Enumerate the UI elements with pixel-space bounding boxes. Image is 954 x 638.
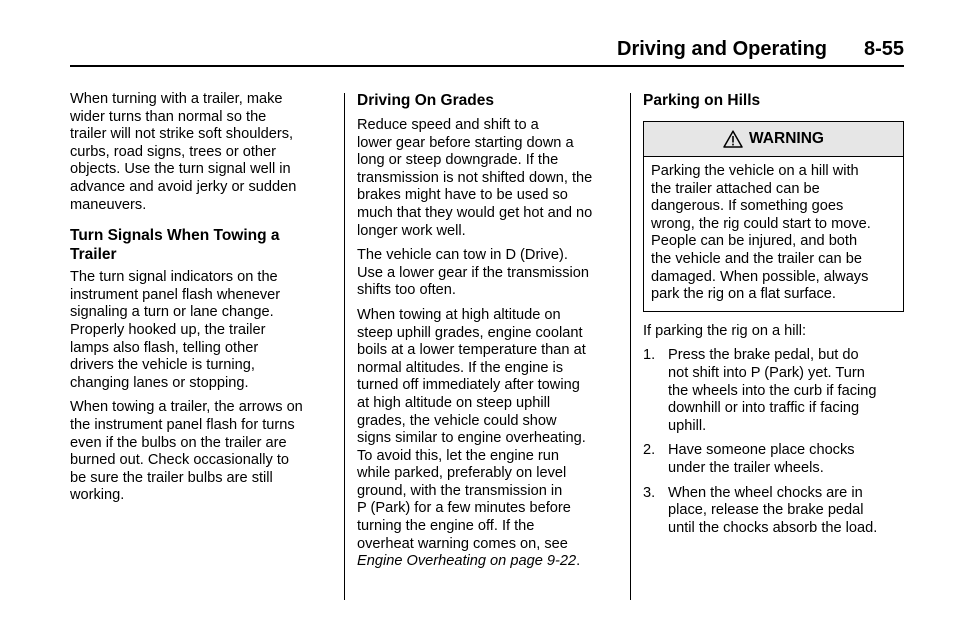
text-line: lower gear before starting down a [357, 134, 574, 151]
step-text [668, 347, 877, 435]
text-line: while parked, preferably on level [357, 465, 567, 482]
engine-overheating-link[interactable]: Engine Overheating on page 9-22 [357, 553, 577, 570]
text-line: at high altitude on steep uphill [357, 394, 551, 411]
text-line: Parking the vehicle on a hill with [651, 163, 859, 179]
text-line: normal altitudes. If the engine is [357, 359, 564, 376]
text-line: overheat warning comes on, see [357, 535, 568, 552]
driving-on-grades-heading: Driving On Grades [357, 92, 494, 109]
text-line: Use a lower gear if the transmission [357, 264, 589, 281]
text-line: boils at a lower temperature than at [357, 342, 586, 359]
text-line: brakes might have to be used so [357, 187, 568, 204]
text-line: not shift into P (Park) yet. Turn [668, 364, 865, 381]
step-number: 1. [643, 347, 656, 364]
column-2 [357, 91, 622, 571]
section-title: Driving and Operating [617, 38, 828, 60]
text-line: the vehicle and the trailer can be [651, 250, 862, 267]
text-line: advance and avoid jerky or sudden [70, 178, 297, 195]
text-line: lamps also flash, telling other [70, 339, 259, 356]
text-line: Properly hooked up, the trailer [70, 321, 266, 338]
text-line: P (Park) for a few minutes before [357, 500, 571, 517]
text-line: turned off immediately after towing [357, 377, 580, 394]
heading-line: Turn Signals When Towing a [70, 227, 280, 245]
warning-header [644, 122, 903, 157]
warning-triangle-icon [723, 130, 743, 148]
text-line: damaged. When possible, always [651, 268, 869, 285]
column-divider-2 [630, 93, 631, 600]
header-rule [70, 65, 904, 67]
warning-box [643, 121, 904, 312]
text-line: ground, with the transmission in [357, 482, 563, 499]
text-line: until the chocks absorb the load. [668, 519, 878, 536]
text-line: signaling a turn or lane change. [70, 304, 274, 321]
text-line: Press the brake pedal, but do [668, 347, 859, 364]
text-line: drivers the vehicle is turning, [70, 357, 255, 374]
parking-steps-list [643, 347, 905, 537]
text-line: Reduce speed and shift to a [357, 117, 539, 133]
text-line: wider turns than normal so the [70, 108, 267, 125]
text-line: curbs, road signs, trees or other [70, 143, 277, 160]
text-line: much that they would get hot and no [357, 204, 593, 221]
turn-arrows-paragraph [70, 399, 332, 505]
step-number: 3. [643, 484, 656, 501]
text-line: steep uphill grades, engine coolant [357, 324, 583, 341]
step-number: 2. [643, 442, 656, 459]
step-text [668, 485, 877, 538]
text-line: maneuvers. [70, 196, 147, 213]
list-item [643, 347, 905, 435]
page-number: 8-55 [863, 38, 904, 60]
text-line: uphill. [668, 417, 707, 434]
text-line: instrument panel flash whenever [70, 286, 281, 303]
warning-label: WARNING [749, 130, 824, 148]
text-line: trailer will not strike soft shoulders, [70, 126, 294, 143]
text-line: The vehicle can tow in D (Drive). [357, 247, 568, 264]
reduce-speed-paragraph [357, 117, 622, 240]
text-line: changing lanes or stopping. [70, 374, 249, 391]
text-line: dangerous. If something goes [651, 198, 844, 215]
column-3 [643, 91, 905, 544]
text-line: park the rig on a flat surface. [651, 286, 836, 303]
text-line: even if the bulbs on the trailer are [70, 434, 287, 451]
column-divider-1 [344, 93, 345, 600]
text-line: Have someone place chocks [668, 442, 855, 459]
cross-reference-line [357, 553, 622, 571]
text-line: be sure the trailer bulbs are still [70, 469, 273, 486]
text-line: objects. Use the turn signal well in [70, 161, 291, 178]
heading-line: Trailer [70, 246, 117, 264]
text-line: transmission is not shifted down, the [357, 169, 593, 186]
text-line: the instrument panel flash for turns [70, 416, 295, 433]
towing-turns-paragraph [70, 91, 332, 214]
text-line: longer work well. [357, 222, 466, 239]
text-line: downhill or into traffic if facing [668, 400, 860, 417]
text-line: wrong, the rig could start to move. [651, 215, 871, 232]
warning-text [644, 157, 903, 311]
step-text [668, 442, 855, 477]
text-line: long or steep downgrade. If the [357, 152, 559, 169]
text-line: People can be injured, and both [651, 233, 858, 250]
parking-on-hills-heading: Parking on Hills [643, 92, 761, 109]
list-item [643, 442, 905, 477]
parking-intro: If parking the rig on a hill: [643, 322, 807, 339]
text-line: the trailer attached can be [651, 180, 820, 197]
turn-signal-indicators-paragraph [70, 269, 332, 392]
text-line: When the wheel chocks are in [668, 484, 863, 501]
text-line: working. [70, 487, 125, 504]
text-line: When towing a trailer, the arrows on [70, 399, 303, 416]
text-line: When towing at high altitude on [357, 306, 561, 323]
text-line: To avoid this, let the engine run [357, 447, 560, 464]
period: . [576, 553, 581, 570]
text-line: shifts too often. [357, 282, 456, 299]
text-line: under the trailer wheels. [668, 459, 824, 476]
text-line: When turning with a trailer, make [70, 91, 283, 107]
text-line: signs similar to engine overheating. [357, 430, 586, 447]
list-item [643, 485, 905, 538]
high-altitude-paragraph [357, 307, 622, 571]
text-line: The turn signal indicators on the [70, 269, 278, 286]
text-line: turning the engine off. If the [357, 518, 535, 535]
column-1 [70, 91, 332, 505]
text-line: burned out. Check occasionally to [70, 452, 290, 469]
text-line: place, release the brake pedal [668, 502, 864, 519]
tow-in-drive-paragraph [357, 247, 622, 300]
text-line: the wheels into the curb if facing [668, 382, 877, 399]
turn-signals-heading [70, 226, 332, 264]
text-line: grades, the vehicle could show [357, 412, 557, 429]
